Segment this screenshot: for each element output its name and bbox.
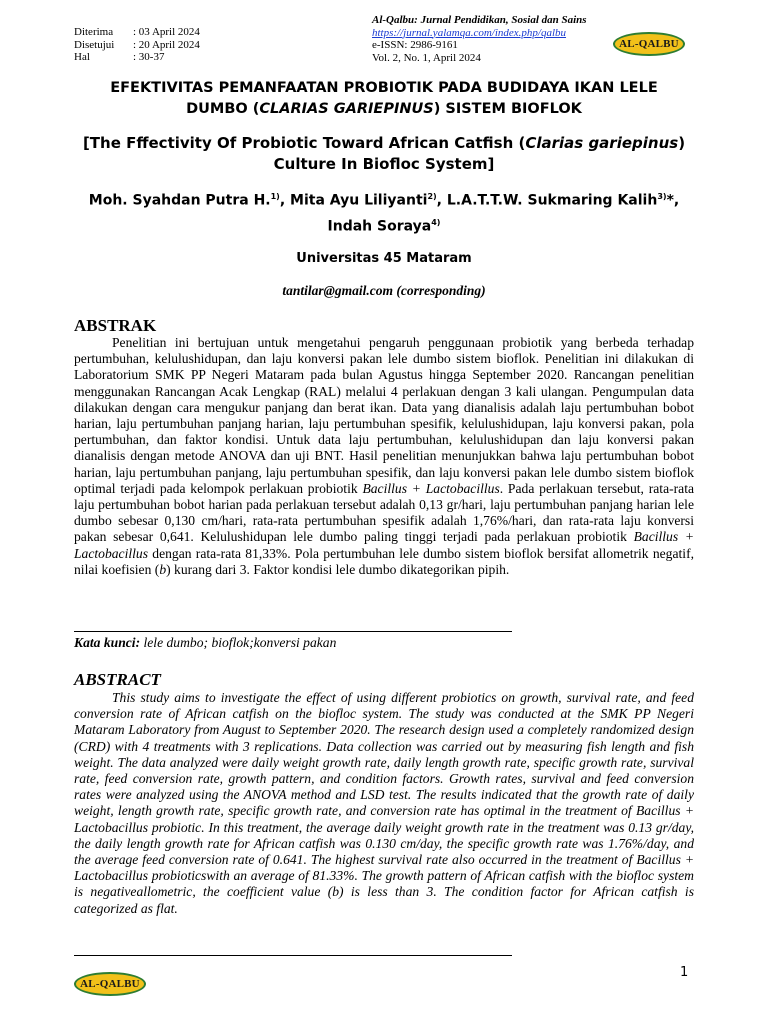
corresponding-email: tantilar@gmail.com (corresponding) — [282, 283, 486, 298]
journal-url-link[interactable]: https://jurnal.yalamqa.com/index.php/qalbu — [372, 26, 567, 39]
author-1: Moh. Syahdan Putra H. — [88, 192, 271, 209]
title-id-line2 — [74, 99, 694, 120]
affiliation: Universitas 45 Mataram — [296, 251, 472, 266]
abstrak-species-1: Bacillus + Lactobacillus — [362, 480, 500, 496]
received-row — [74, 26, 200, 39]
author-4-mark: 4) — [431, 217, 441, 227]
author-3-mark: 3) — [657, 192, 667, 201]
title-en-post: ) Culture In Biofloc System] — [273, 134, 686, 173]
submission-dates — [74, 26, 200, 64]
approved-value: : 20 April 2024 — [133, 38, 200, 51]
volume: Vol. 2, No. 1, April 2024 — [372, 51, 481, 64]
journal-logo — [613, 32, 685, 56]
title-english — [74, 133, 694, 175]
author-2: , Mita Ayu Liliyanti — [279, 192, 428, 209]
issn: e-ISSN: 2986-9161 — [372, 39, 458, 51]
title-id-line2-post: ) SISTEM BIOFLOK — [433, 101, 582, 117]
footer-logo-text: AL-QALBU — [80, 978, 140, 990]
footer-logo — [74, 972, 146, 996]
abstrak-coef: b — [159, 561, 167, 577]
author-4: Indah Soraya — [327, 218, 432, 235]
author-2-mark: 2) — [427, 192, 437, 201]
pages-value: : 30-37 — [133, 51, 165, 63]
abstract-heading: ABSTRACT — [74, 670, 161, 689]
abstrak-text-2: . Pada perlakuan tersebut, rata-rata laju pertumbuhan bobot harian pada perlakuan tersebut adalah 0,13 gr/hari, laju pertumbuhan panjang harian lele dumbo sebesar 0,130 cm/hari, rata-rata pertumbuhan spesifik adalah 1,76%/hari, dan rata-rata laju konversi pakan sebesar 0,641. Kelulushidupan lele dumbo paling tinggi terjadi pada perlakuan probiotik — [74, 480, 695, 545]
abstract-body: This study aims to investigate the effect of using different probiotics on growth, survival rate, and feed conversion rate of African catfish on the biofloc system. The study was conducted at the SMK PP Negeri Mataram Laboratory from August to September 2020. The research design used a completely randomized design (CRD) with 4 treatments with 3 replications. Data collection was carried out by measuring fish length and fish weight. The data analyzed were daily weight growth rate, daily length growth rate, specific growth rate, survival rate, feed conversion rate, growth pattern, and condition factors. Growth rates, survival and feed conversion rates were analyzed using the ANOVA method and LSD test. The results indicated that the growth rate of daily weight, length growth rate, specific growth rate, and conversion rate has optimal in the treatment of Bacillus + Lactobacillus probiotic. In this treatment, the average daily weight growth rate in the treatment was 0.13 gr/day, the daily length growth rate for African catfish was 0.130 cm/day, the specific growth rate was 1.76%/day, and the average feed conversion rate of 0.641. The highest survival rate also occurred in the treatment of Bacillus + Lactobacillus probioticswith an average of 81.33%. The growth pattern of African catfish with the biofloc system is negativeallometric, the coefficient value (b) is less than 3. The condition factor for African catfish is categorized as flat. — [74, 690, 694, 916]
journal-title: Al-Qalbu: Jurnal Pendidikan, Sosial dan Sains — [372, 14, 587, 26]
title-id-line2-pre: DUMBO ( — [186, 101, 260, 117]
abstrak-body — [74, 335, 694, 578]
approved-label: Disetujui — [74, 38, 115, 51]
keywords — [74, 635, 336, 651]
author-1-mark: 1) — [270, 192, 280, 201]
title-en-pre: [The Fffectivity Of Probiotic Toward African Catfish ( — [82, 134, 526, 152]
title-en-species: Clarias gariepinus — [525, 134, 679, 152]
abstrak-text-3: dengan rata-rata 81,33%. Pola pertumbuhan lele dumbo sistem bioflok bersifat allometrik negatif, nilai koefisien ( — [74, 545, 694, 577]
author-3: , L.A.T.T.W. Sukmaring Kalih — [436, 192, 658, 209]
authors-line1 — [74, 186, 694, 212]
logo-text: AL-QALBU — [619, 38, 679, 50]
footer-divider — [74, 955, 512, 956]
title-indonesian — [74, 78, 694, 120]
abstrak-text-4: ) kurang dari 3. Faktor kondisi lele dumbo dikategorikan pipih. — [166, 561, 510, 577]
authors-line2 — [74, 212, 694, 238]
received-value: : 03 April 2024 — [133, 26, 200, 38]
journal-info — [372, 14, 587, 64]
author-3-tail: *, — [666, 192, 680, 209]
approved-row — [74, 39, 200, 52]
keywords-value: lele dumbo; bioflok;konversi pakan — [140, 635, 337, 650]
abstrak-species-2: Bacillus + Lactobacillus — [74, 529, 694, 561]
keywords-label: Kata kunci: — [74, 635, 141, 650]
title-id-line1: EFEKTIVITAS PEMANFAATAN PROBIOTIK PADA BUDIDAYA IKAN LELE — [110, 80, 658, 96]
page-number: 1 — [680, 965, 689, 980]
abstrak-text-1: Penelitian ini bertujuan untuk mengetahui pengaruh penggunaan probiotik yang berbeda terhadap pertumbuhan, kelulushidupan, dan laju konversi pakan lele dumbo sistem bioflok. Penelitian ini dilakukan di Laboratorium SMK PP Negeri Mataram pada bulan Agustus hingga September 2020. Rancangan penelitian menggunakan Rancangan Acak Lengkap (RAL) melalui 4 perlakuan dengan 3 kali ulangan. Pengumpulan data dilakukan dengan cara mengukur panjang dan berat ikan. Data yang dianalisis adalah laju pertumbuhan bobot harian, laju pertumbuhan panjang harian, laju pertumbuhan spesifik, kelulushidupan, laju konversi pakan, pola pertumbuhan, dan faktor kondisi. Untuk data laju pertumbuhan, kelulushidupan dan laju konversi pakan dianalisis dengan metode ANOVA dan uji BNT. Hasil penelitian menunjukkan bahwa laju pertumbuhan bobot harian, laju pertumbuhan panjang, laju pertumbuhan spesifik, dan laju konversi pakan lele dumbo sistem bioflok optimal terjadi pada kelompok perlakuan probiotik — [74, 335, 694, 496]
title-id-species: CLARIAS GARIEPINUS — [259, 101, 434, 117]
pages-row — [74, 51, 200, 64]
authors — [74, 186, 694, 237]
received-label: Diterima — [74, 26, 114, 38]
keywords-divider — [74, 631, 512, 632]
pages-label: Hal — [74, 51, 90, 63]
abstrak-heading: ABSTRAK — [74, 316, 157, 335]
